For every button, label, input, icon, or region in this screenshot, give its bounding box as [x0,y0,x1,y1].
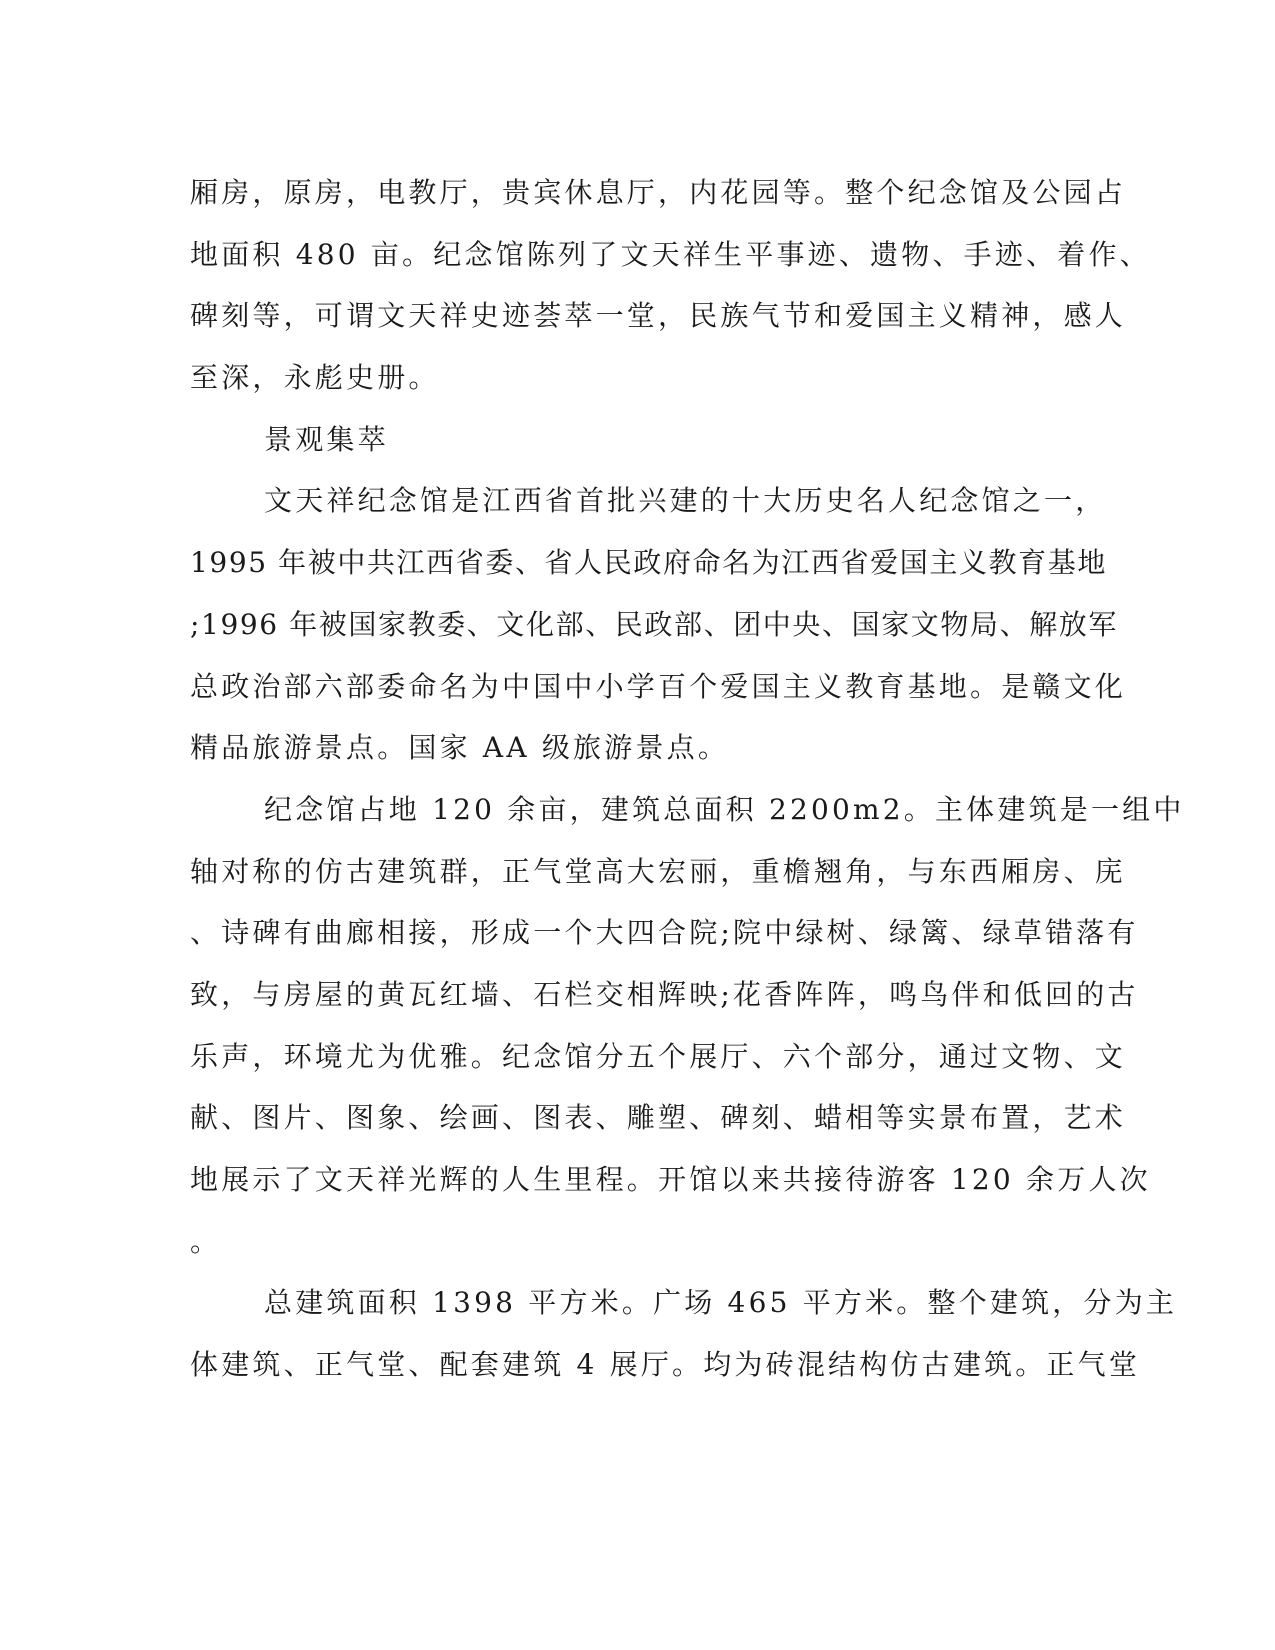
text-line: 总建筑面积 1398 平方米。广场 465 平方米。整个建筑，分为主 [264,1286,1178,1320]
text-line: 精品旅游景点。国家 AA 级旅游景点。 [190,731,730,765]
text-line: ;1996 年被国家教委、文化部、民政部、团中央、国家文物局、解放军 [190,607,1118,641]
text-line: 1995 年被中共江西省委、省人民政府命名为江西省爱国主义教育基地 [190,546,1107,580]
text-line: 地面积 480 亩。纪念馆陈列了文天祥生平事迹、遗物、手迹、着作、 [190,237,1151,271]
text-line: 至深，永彪史册。 [190,361,440,395]
text-line: 、诗碑有曲廊相接，形成一个大四合院;院中绿树、绿篱、绿草错落有 [190,916,1139,950]
text-line: 体建筑、正气堂、配套建筑 4 展厅。均为砖混结构仿古建筑。正气堂 [190,1348,1141,1382]
text-line: 文天祥纪念馆是江西省首批兴建的十大历史名人纪念馆之一， [264,484,1107,518]
text-line: 轴对称的仿古建筑群，正气堂高大宏丽，重檐翘角，与东西厢房、庑 [190,854,1127,888]
text-line: 总政治部六部委命名为中国中小学百个爱国主义教育基地。是赣文化 [190,669,1127,703]
text-line: 致，与房屋的黄瓦红墙、石栏交相辉映;花香阵阵，鸣鸟伴和低回的古 [190,977,1139,1011]
text-line: 献、图片、图象、绘画、图表、雕塑、碑刻、蜡相等实景布置，艺术 [190,1101,1127,1135]
text-line: 。 [190,1224,222,1258]
text-line: 地展示了文天祥光辉的人生里程。开馆以来共接待游客 120 余万人次 [190,1163,1151,1196]
section-heading: 景观集萃 [264,422,389,456]
text-line: 厢房，原房，电教厅，贵宾休息厅，内花园等。整个纪念馆及公园占 [190,176,1127,209]
text-line: 乐声，环境尤为优雅。纪念馆分五个展厅、六个部分，通过文物、文 [190,1039,1127,1073]
text-line: 纪念馆占地 120 余亩，建筑总面积 2200m2。主体建筑是一组中 [264,792,1185,826]
body-text [190,162,1185,1396]
text-line: 碑刻等，可谓文天祥史迹荟萃一堂，民族气节和爱国主义精神，感人 [190,299,1127,333]
